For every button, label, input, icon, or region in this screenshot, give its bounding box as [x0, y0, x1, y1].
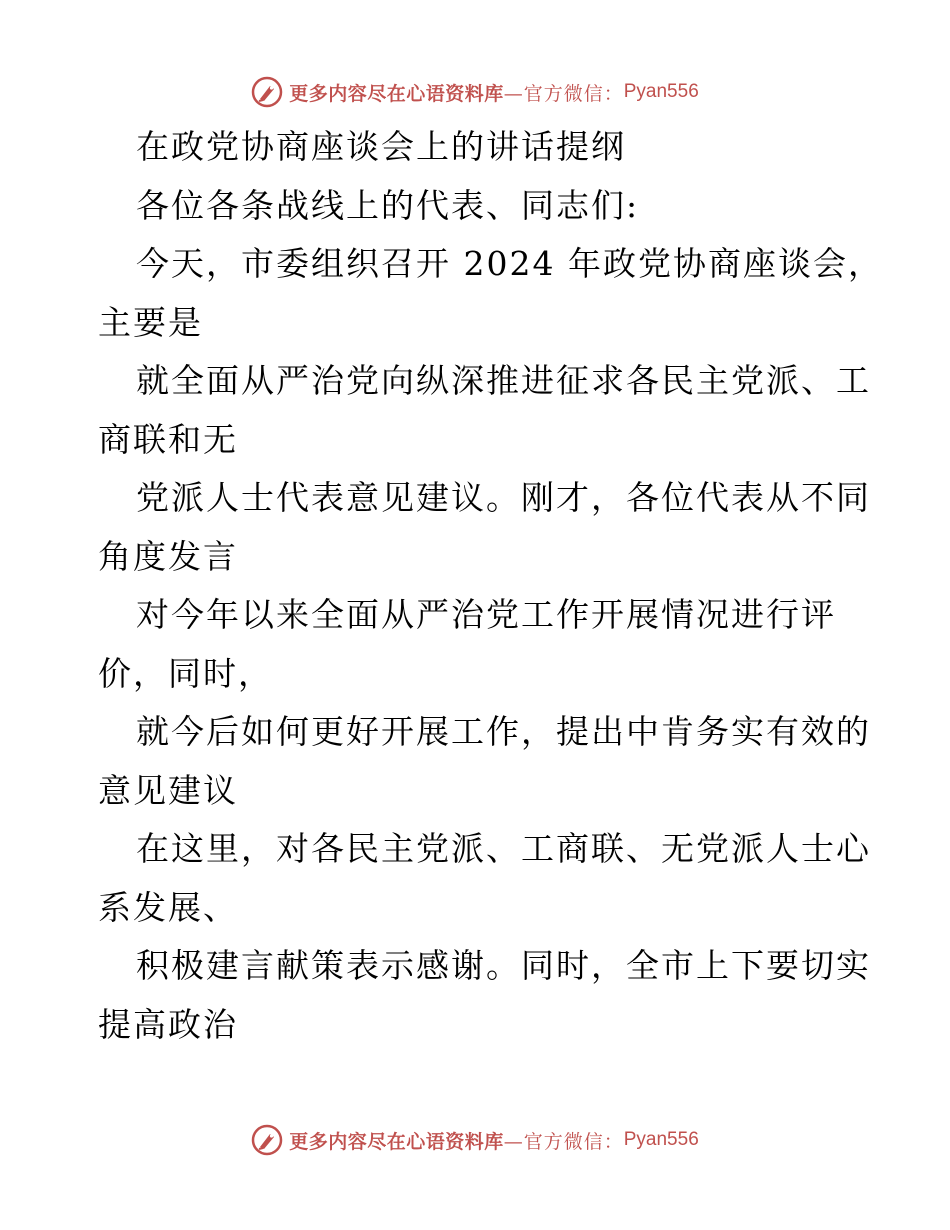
text-line: 商联和无 [98, 419, 238, 459]
text-line: 对今年以来全面从严治党工作开展情况进行评 [136, 595, 836, 634]
text-line: 今天，市委组织召开 2024 年政党协商座谈会， [136, 244, 883, 283]
text-line: 价，同时， [98, 653, 273, 693]
text-line: 主要是 [98, 302, 203, 342]
text-line: 党派人士代表意见建议。刚才，各位代表从不同 [136, 478, 871, 517]
text-line: 就今后如何更好开展工作，提出中肯务实有效的 [136, 712, 871, 751]
banner-wechat-id: Pyan556 [623, 81, 699, 102]
banner-main-text: 更多内容尽在心语资料库 [289, 82, 504, 105]
text-line: 积极建言献策表示感谢。同时，全市上下要切实 [136, 946, 871, 985]
text-line: 角度发言 [98, 536, 238, 576]
text-line: 提高政治 [98, 1004, 238, 1044]
header-watermark-banner [0, 72, 950, 112]
text-line: 意见建议 [98, 770, 238, 810]
document-title: 在政党协商座谈会上的讲话提纲 [136, 127, 626, 166]
banner-separator-text: —官方微信： [503, 82, 624, 105]
pen-nib-logo-icon [251, 1124, 283, 1156]
footer-watermark-banner [0, 1120, 950, 1160]
banner-wechat-id: Pyan556 [623, 1129, 699, 1150]
banner-main-text: 更多内容尽在心语资料库 [289, 1130, 504, 1153]
banner-separator-text: —官方微信： [503, 1130, 624, 1153]
text-line: 就全面从严治党向纵深推进征求各民主党派、工 [136, 361, 871, 400]
text-line: 各位各条战线上的代表、同志们: [136, 185, 640, 225]
text-line: 系发展、 [98, 887, 238, 927]
pen-nib-logo-icon [251, 76, 283, 108]
text-line: 在这里，对各民主党派、工商联、无党派人士心 [136, 829, 871, 868]
document-body [98, 118, 883, 1054]
